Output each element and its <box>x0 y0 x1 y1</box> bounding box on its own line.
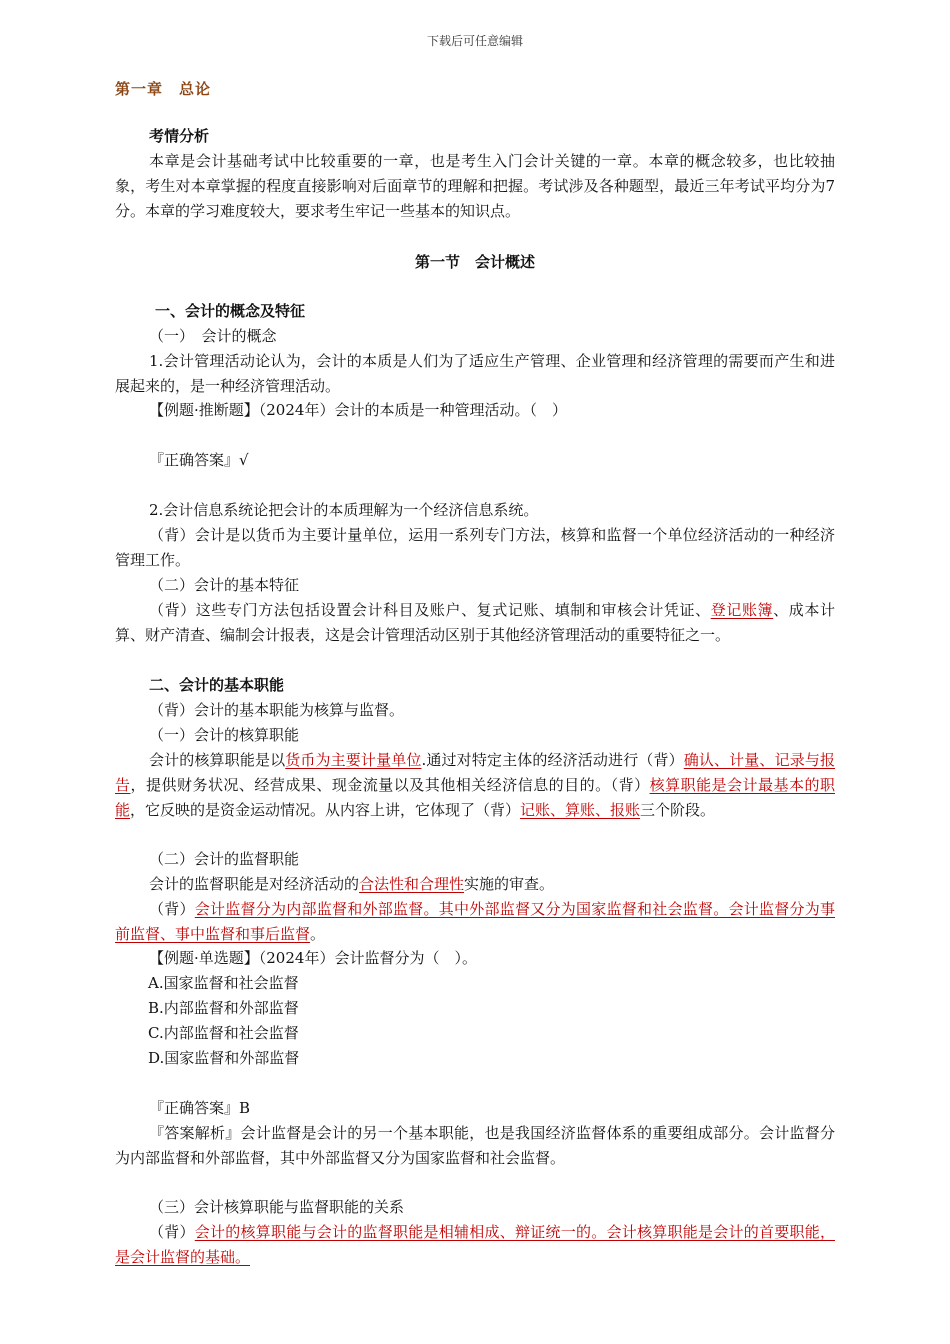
highlight-text: 核算职能是会计最基本的职能 <box>115 776 835 819</box>
highlight-text: 会计监督分为内部监督和外部监督。其中外部监督又分为国家监督和社会监督。会计监督分为事前监督、事中监督和事后监督 <box>115 900 835 943</box>
text-run: （背） <box>149 900 195 918</box>
section-title: 第一节 会计概述 <box>414 253 535 271</box>
text-run: .通过对特定主体的经济活动进行（背） <box>421 751 684 769</box>
part2-intro: （背）会计的基本职能为核算与监督。 <box>149 701 405 719</box>
part2-sub1: （一）会计的核算职能 <box>149 726 300 744</box>
option-b: B.内部监督和外部监督 <box>148 999 299 1017</box>
part1-sub1: （一） 会计的概念 <box>149 327 277 345</box>
part2-heading: 二、会计的基本职能 <box>149 676 285 694</box>
answer-analysis: 『答案解析』会计监督是会计的另一个基本职能，也是我国经济监督体系的重要组成部分。会计监督分为内部监督和外部监督，其中外部监督又分为国家监督和社会监督。 <box>115 1124 835 1167</box>
part1-heading: 一、会计的概念及特征 <box>155 302 306 320</box>
text-run: 会计的核算职能是以 <box>149 751 286 769</box>
highlight-text: 会计的核算职能与会计的监督职能是相辅相成、辩证统一的。会计核算职能是会计的首要职能，是会计监督的基础。 <box>115 1223 835 1266</box>
text-run: ，提供财务状况、经营成果、现金流量以及其他相关经济信息的目的。（背） <box>130 776 650 794</box>
text-run: 三个阶段。 <box>640 801 716 819</box>
answer-2: 『正确答案』B <box>149 1099 251 1117</box>
relationship-paragraph <box>115 1220 835 1270</box>
text-run: 。 <box>310 925 326 943</box>
part1-sub2: （二）会计的基本特征 <box>149 576 300 594</box>
text-run: 会计的监督职能是对经济活动的 <box>149 875 360 893</box>
page-header: 下载后可任意编辑 <box>426 34 523 48</box>
highlight-text: 确认、计量、记录与报告 <box>115 751 835 794</box>
text-run: （背）这些专门方法包括设置会计科目及账户、复式记账、填制和审核会计凭证、 <box>149 601 711 619</box>
highlight-text: 合法性和合理性 <box>359 875 465 893</box>
analysis-body: 本章是会计基础考试中比较重要的一章，也是考生入门会计关键的一章。本章的概念较多，也比较抽象，考生对本章掌握的程度直接影响对后面章节的理解和把握。考试涉及各种题型，最近三年考试平均分为7分。本章的学习难度较大，要求考生牢记一些基本的知识点。 <box>115 152 835 220</box>
text-run: 实施的审查。 <box>464 875 555 893</box>
option-a: A.国家监督和社会监督 <box>148 974 299 992</box>
text-run: ，它反映的是资金运动情况。从内容上讲，它体现了（背） <box>130 801 521 819</box>
analysis-heading: 考情分析 <box>149 127 210 145</box>
part1-p3: （背）会计是以货币为主要计量单位，运用一系列专门方法，核算和监督一个单位经济活动的一种经济管理工作。 <box>115 526 835 569</box>
supervision-paragraph <box>115 872 835 897</box>
option-d: D.国家监督和外部监督 <box>148 1049 300 1067</box>
example-judgement: 【例题·推断题】（2024年）会计的本质是一种管理活动。（ ） <box>149 401 567 419</box>
answer-1: 『正确答案』√ <box>149 451 249 469</box>
part1-p4 <box>115 598 835 648</box>
part1-p2: 2.会计信息系统论把会计的本质理解为一个经济信息系统。 <box>149 501 539 519</box>
text-run: （背） <box>149 1223 195 1241</box>
example-single-choice: 【例题·单选题】（2024年）会计监督分为（ ）。 <box>149 949 477 967</box>
highlight-text: 登记账簿 <box>710 601 774 619</box>
chapter-title: 第一章 总论 <box>115 80 212 98</box>
part2-sub2: （二）会计的监督职能 <box>149 850 300 868</box>
highlight-text: 货币为主要计量单位 <box>285 751 422 769</box>
supervision-types-paragraph <box>115 897 835 947</box>
option-c: C.内部监督和社会监督 <box>148 1024 299 1042</box>
highlight-text: 记账、算账、报账 <box>520 801 641 819</box>
part1-p1: 1.会计管理活动论认为，会计的本质是人们为了适应生产管理、企业管理和经济管理的需要而产生和进展起来的，是一种经济管理活动。 <box>115 352 835 395</box>
text-run: 、成本计算、财产清查、编制会计报表，这是会计管理活动区别于其他经济管理活动的重要特征之一。 <box>115 601 835 644</box>
accounting-function-paragraph <box>115 748 835 823</box>
part2-sub3: （三）会计核算职能与监督职能的关系 <box>149 1198 405 1216</box>
